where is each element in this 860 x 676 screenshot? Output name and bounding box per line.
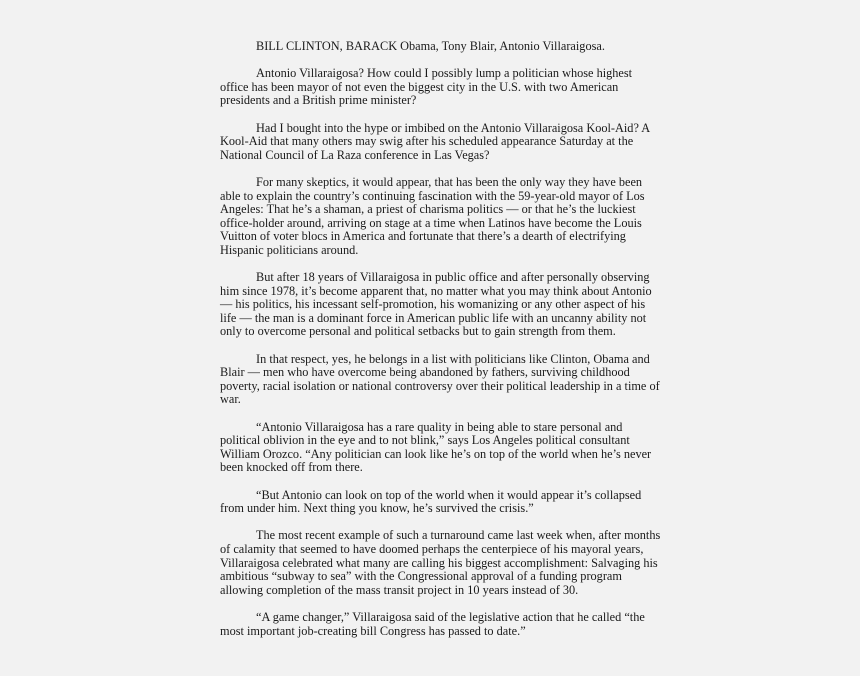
text-line: But after 18 years of Villaraigosa in public office and after personally observing [256,270,650,285]
text-line: presidents and a British prime minister? [220,93,417,108]
text-line: The most recent example of such a turnaround came last week when, after months [256,528,661,543]
text-line: office has been mayor of not even the biggest city in the U.S. with two American [220,79,619,94]
text-line: William Orozco. “Any politician can look like he’s on top of the world when he’s never [220,446,652,461]
text-line: Vuitton of voter blocs in America and fortunate that there’s a dearth of electrifying [220,229,626,244]
text-line: been knocked off from there. [220,460,363,475]
text-line: “Antonio Villaraigosa has a rare quality in being able to stare personal and [256,419,623,434]
paragraph [220,176,650,258]
text-line: able to explain the country’s continuing fascination with the 59-year-old mayor of Los [220,188,645,203]
text-line: only to overcome personal and political setbacks but to gain strength from them. [220,324,616,339]
text-line: Had I bought into the hype or imbibed on the Antonio Villaraigosa Kool-Aid? A [256,120,651,135]
text-line: Kool-Aid that many others may swig after his scheduled appearance Saturday at the [220,134,634,149]
text-line: ambitious “subway to sea” with the Congressional approval of a funding program [220,569,622,584]
text-line: most important job-creating bill Congress has passed to date.” [220,623,526,638]
text-line: In that respect, yes, he belongs in a list with politicians like Clinton, Obama and [256,351,650,366]
text-line: poverty, racial isolation or national controversy over their political leadership in a time of [220,378,660,393]
text-line: of calamity that seemed to have doomed perhaps the centerpiece of his mayoral years, [220,541,644,556]
paragraph [220,271,650,339]
text-line: “But Antonio can look on top of the world when it would appear it’s collapsed [256,487,642,502]
paragraph [220,40,650,54]
paragraph [220,351,660,407]
document-page [220,39,661,652]
paragraph [220,421,650,475]
text-line: Antonio Villaraigosa? How could I possibly lump a politician whose highest [256,66,633,81]
paragraph [220,67,650,108]
paragraph [220,611,650,638]
text-line: him since 1978, it’s become apparent that, no matter what you may think about Antonio [220,283,652,298]
text-line: BILL CLINTON, BARACK Obama, Tony Blair, Antonio Villaraigosa. [256,39,605,53]
text-line: life — the man is a dominant force in American public life with an uncanny ability not [220,310,647,325]
text-line: — his politics, his incessant self-promotion, his womanizing or any other aspect of his [220,297,646,312]
text-line: Blair — men who have overcome being abandoned by fathers, surviving childhood [220,365,630,380]
text-line: National Council of La Raza conference in Las Vegas? [220,147,490,162]
text-line: Villaraigosa celebrated what many are calling his biggest accomplishment: Salvaging his [220,555,658,570]
paragraph [220,122,650,163]
text-line: office-holder around, arriving on stage at a time when Latinos have become the Louis [220,215,642,230]
text-line: war. [220,392,241,407]
paragraph [220,489,650,516]
text-line: Hispanic politicians around. [220,242,359,257]
text-line: from under him. Next thing you know, he’s survived the crisis.” [220,501,534,516]
text-line: political oblivion in the eye and to not blink,” says Los Angeles political consultant [220,433,630,448]
text-line: Angeles: That he’s a shaman, a priest of charisma politics — or that he’s the luckiest [220,202,636,217]
text-line: “A game changer,” Villaraigosa said of the legislative action that he called “the [256,609,645,624]
text-line: allowing completion of the mass transit project in 10 years instead of 30. [220,582,579,597]
paragraph [220,528,661,597]
text-line: For many skeptics, it would appear, that has been the only way they have been [256,174,643,189]
